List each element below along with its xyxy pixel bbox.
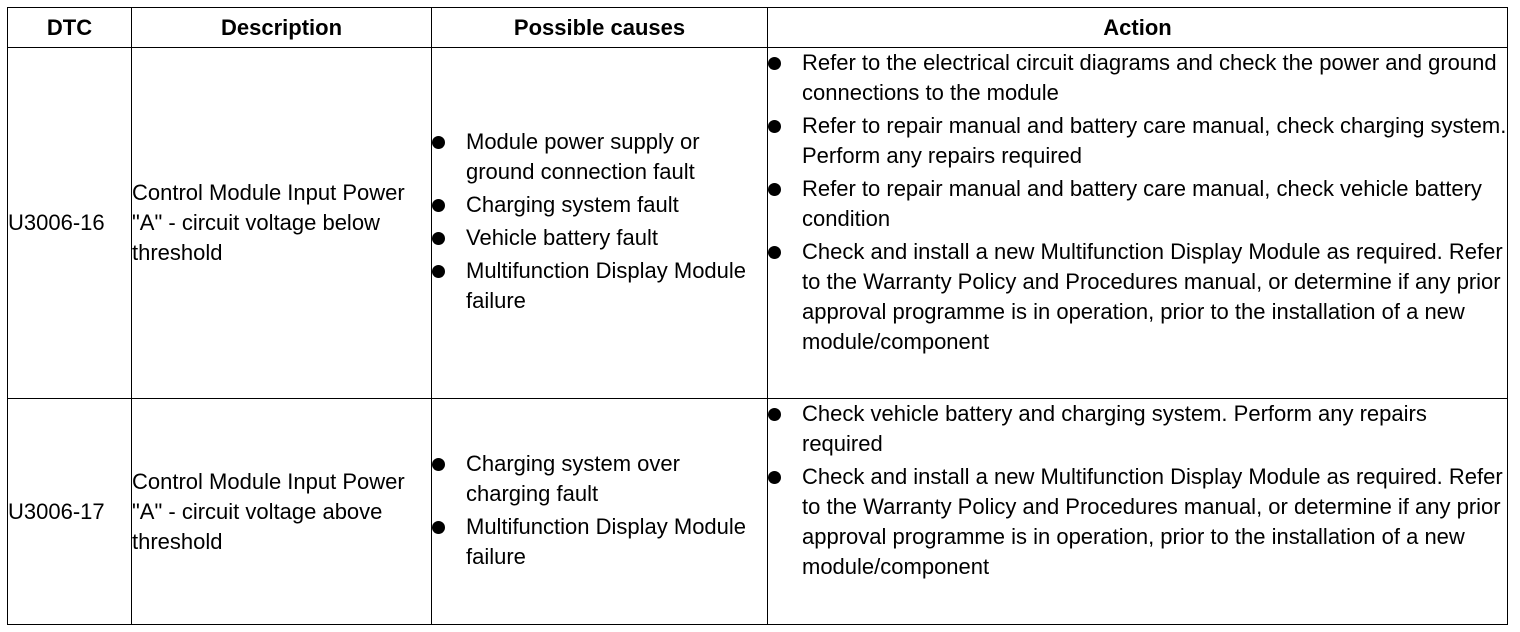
action-item: Refer to repair manual and battery care manual, check vehicle battery condition xyxy=(768,174,1507,234)
header-action: Action xyxy=(768,8,1508,48)
cause-item: Module power supply or ground connection fault xyxy=(432,127,767,187)
cause-item: Vehicle battery fault xyxy=(432,223,767,253)
table-row xyxy=(8,399,1508,625)
action-cell xyxy=(768,399,1508,625)
dtc-description: Control Module Input Power "A" - circuit voltage above threshold xyxy=(132,399,432,625)
header-dtc: DTC xyxy=(8,8,132,48)
cause-item: Multifunction Display Module failure xyxy=(432,256,767,316)
possible-causes-list xyxy=(432,449,767,572)
cause-item: Multifunction Display Module failure xyxy=(432,512,767,572)
dtc-description: Control Module Input Power "A" - circuit voltage below threshold xyxy=(132,48,432,399)
action-item: Refer to the electrical circuit diagrams and check the power and ground connections to the module xyxy=(768,48,1507,108)
possible-causes-cell xyxy=(432,399,768,625)
action-list xyxy=(768,399,1507,582)
action-cell xyxy=(768,48,1508,399)
dtc-code: U3006-17 xyxy=(8,399,132,625)
possible-causes-list xyxy=(432,127,767,316)
dtc-table xyxy=(7,7,1508,625)
cause-item: Charging system fault xyxy=(432,190,767,220)
header-possible-causes: Possible causes xyxy=(432,8,768,48)
action-list xyxy=(768,48,1507,357)
action-item: Check vehicle battery and charging system. Perform any repairs required xyxy=(768,399,1507,459)
table-row xyxy=(8,48,1508,399)
action-item: Check and install a new Multifunction Display Module as required. Refer to the Warranty Policy and Procedures manual, or determine if any prior approval programme is in operation, prior to the installation of a new module/component xyxy=(768,462,1507,582)
cause-item: Charging system over charging fault xyxy=(432,449,767,509)
action-item: Check and install a new Multifunction Display Module as required. Refer to the Warranty Policy and Procedures manual, or determine if any prior approval programme is in operation, prior to the installation of a new module/component xyxy=(768,237,1507,357)
dtc-code: U3006-16 xyxy=(8,48,132,399)
possible-causes-cell xyxy=(432,48,768,399)
action-item: Refer to repair manual and battery care manual, check charging system. Perform any repairs required xyxy=(768,111,1507,171)
table-header-row xyxy=(8,8,1508,48)
header-description: Description xyxy=(132,8,432,48)
